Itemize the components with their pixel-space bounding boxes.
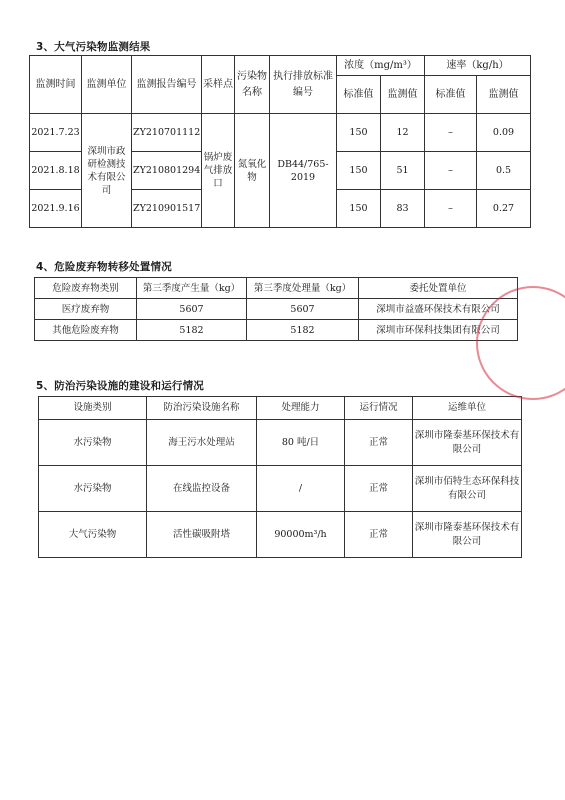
conc-std: 150 [337,152,381,190]
report-number: ZY210901517 [132,190,202,228]
maintenance-unit: 深圳市隆泰基环保技术有限公司 [413,512,522,558]
capacity: 80 吨/日 [257,420,345,466]
facility-category: 大气污染物 [39,512,147,558]
pollution-facility-table [38,396,522,558]
header-rate-val: 监测值 [477,76,531,114]
table-row [39,420,522,466]
header-waste-category: 危险废弃物类别 [35,278,137,299]
monitor-date: 2021.7.23 [30,114,82,152]
maintenance-unit: 深圳市隆泰基环保技术有限公司 [413,420,522,466]
header-facility-name: 防治污染设施名称 [147,397,257,420]
header-facility-category: 设施类别 [39,397,147,420]
q3-generated: 5182 [137,320,247,341]
waste-category: 医疗废弃物 [35,299,137,320]
operation-status: 正常 [345,420,413,466]
capacity: / [257,466,345,512]
facility-category: 水污染物 [39,420,147,466]
monitor-date: 2021.9.16 [30,190,82,228]
conc-val: 51 [381,152,425,190]
header-operation-status: 运行情况 [345,397,413,420]
rate-std: – [425,114,477,152]
report-number: ZY210801294 [132,152,202,190]
conc-val: 12 [381,114,425,152]
facility-name: 在线监控设备 [147,466,257,512]
disposal-unit: 深圳市益盛环保技术有限公司 [359,299,518,320]
air-pollutant-table [29,55,531,228]
q3-generated: 5607 [137,299,247,320]
sample-point: 锅炉废气排放口 [202,114,235,228]
facility-category: 水污染物 [39,466,147,512]
table-row [35,320,518,341]
table-row [39,466,522,512]
q3-processed: 5182 [247,320,359,341]
section-5-title: 5、防治污染设施的建设和运行情况 [36,380,205,392]
rate-std: – [425,190,477,228]
table-row [39,512,522,558]
disposal-unit: 深圳市环保科技集团有限公司 [359,320,518,341]
header-time: 监测时间 [30,56,82,114]
table-row [30,114,531,152]
header-conc-std: 标准值 [337,76,381,114]
facility-name: 海王污水处理站 [147,420,257,466]
header-concentration: 浓度（mg/m³） [337,56,425,76]
header-report-no: 监测报告编号 [132,56,202,114]
rate-val: 0.5 [477,152,531,190]
operation-status: 正常 [345,466,413,512]
header-pollutant: 污染物名称 [235,56,270,114]
header-q3-generated: 第三季度产生量（kg） [137,278,247,299]
header-rate-std: 标准值 [425,76,477,114]
monitor-date: 2021.8.18 [30,152,82,190]
report-number: ZY210701112 [132,114,202,152]
rate-val: 0.09 [477,114,531,152]
pollutant-name: 氮氧化物 [235,114,270,228]
header-rate: 速率（kg/h） [425,56,531,76]
capacity: 90000m³/h [257,512,345,558]
header-standard-no: 执行排放标准编号 [270,56,337,114]
header-disposal-unit: 委托处置单位 [359,278,518,299]
conc-val: 83 [381,190,425,228]
section-4-title: 4、危险废弃物转移处置情况 [36,261,172,273]
header-conc-val: 监测值 [381,76,425,114]
hazardous-waste-table [34,277,518,341]
rate-val: 0.27 [477,190,531,228]
header-maintenance-unit: 运维单位 [413,397,522,420]
standard-number: DB44/765-2019 [270,114,337,228]
rate-std: – [425,152,477,190]
header-capacity: 处理能力 [257,397,345,420]
waste-category: 其他危险废弃物 [35,320,137,341]
header-sample-point: 采样点 [202,56,235,114]
maintenance-unit: 深圳市佰特生态环保科技有限公司 [413,466,522,512]
operation-status: 正常 [345,512,413,558]
q3-processed: 5607 [247,299,359,320]
header-q3-processed: 第三季度处理量（kg） [247,278,359,299]
header-unit: 监测单位 [82,56,132,114]
conc-std: 150 [337,114,381,152]
monitor-unit: 深圳市政研检测技术有限公司 [82,114,132,228]
conc-std: 150 [337,190,381,228]
section-3-title: 3、大气污染物监测结果 [36,41,151,53]
table-row [35,299,518,320]
facility-name: 活性碳吸附塔 [147,512,257,558]
